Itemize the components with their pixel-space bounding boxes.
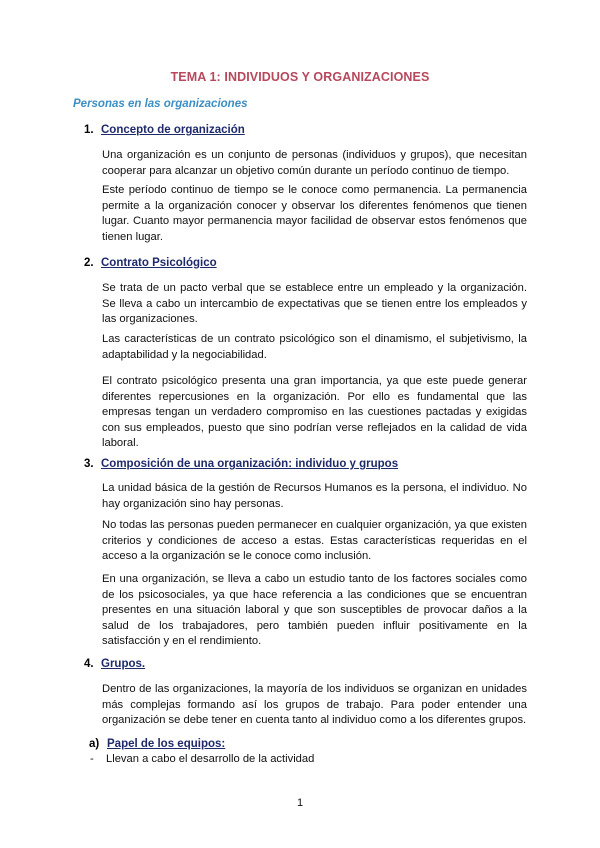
section-title: Composición de una organización: individuo y grupos (101, 458, 399, 470)
paragraph: No todas las personas pueden permanecer en cualquier organización, ya que existen criterios y condiciones de acceso a estas. Estas características requeridas en el acceso a la organización se le conoce como inclusión. (102, 519, 527, 563)
section-heading (84, 458, 398, 470)
subsection-number: a) (89, 738, 100, 750)
page-number: 1 (296, 797, 304, 809)
section-number: 4. (84, 658, 94, 670)
paragraph: El contrato psicológico presenta una gran importancia, ya que este puede generar diferentes repercusiones en la organización. Por ello es fundamental que las empresas tengan un verdadero compromiso en las cuestiones pactadas y exigidas con sus empleados, puesto que sino podrían verse reflejados en la calidad de vida laboral. (102, 375, 527, 450)
list-item (90, 753, 314, 765)
paragraph: Dentro de las organizaciones, la mayoría de los individuos se organizan en unidades más complejas formando así los grupos de trabajo. Para poder entender una organización se debe tener en cuenta tanto al individuo como a los diferentes grupos. (102, 683, 527, 727)
document-subtitle: Personas en las organizaciones (73, 98, 248, 110)
paragraph: Este período continuo de tiempo se le conoce como permanencia. La permanencia permite a la organización conocer y observar los diferentes fenómenos que tienen lugar. Cuanto mayor permanencia mayor facilidad de observar estos fenómenos que tienen lugar. (102, 184, 527, 243)
section-title: Grupos. (101, 658, 146, 670)
section-heading (84, 257, 217, 269)
paragraph: Una organización es un conjunto de personas (individuos y grupos), que necesitan cooperar para alcanzar un objetivo común durante un período continuo de tiempo. (102, 149, 527, 177)
paragraph: En una organización, se lleva a cabo un estudio tanto de los factores sociales como de los psicosociales, ya que hace referencia a las condiciones que se encuentran presentes en una situación laboral y que son susceptibles de provocar daños a la salud de los trabajadores, pero también pueden influir positivamente en la satisfacción y en el rendimiento. (102, 573, 527, 648)
paragraph: Las características de un contrato psicológico son el dinamismo, el subjetivismo, la adaptabilidad y la negociabilidad. (102, 333, 527, 361)
list-item-text: Llevan a cabo el desarrollo de la actividad (106, 753, 315, 765)
section-title: Concepto de organización (101, 124, 245, 136)
subsection-heading (89, 738, 225, 750)
document-title: TEMA 1: INDIVIDUOS Y ORGANIZACIONES (170, 70, 430, 84)
section-number: 1. (84, 124, 94, 136)
bullet-marker: - (90, 753, 94, 765)
section-heading (84, 124, 245, 136)
section-number: 2. (84, 257, 94, 269)
section-number: 3. (84, 458, 94, 470)
section-title: Contrato Psicológico (101, 257, 217, 269)
paragraph: La unidad básica de la gestión de Recursos Humanos es la persona, el individuo. No hay organización sino hay personas. (102, 482, 527, 510)
section-heading (84, 658, 145, 670)
paragraph: Se trata de un pacto verbal que se establece entre un empleado y la organización. Se lleva a cabo un intercambio de expectativas que se tienen entre los empleados y las organizaciones. (102, 282, 527, 326)
subsection-title: Papel de los equipos: (107, 738, 226, 750)
